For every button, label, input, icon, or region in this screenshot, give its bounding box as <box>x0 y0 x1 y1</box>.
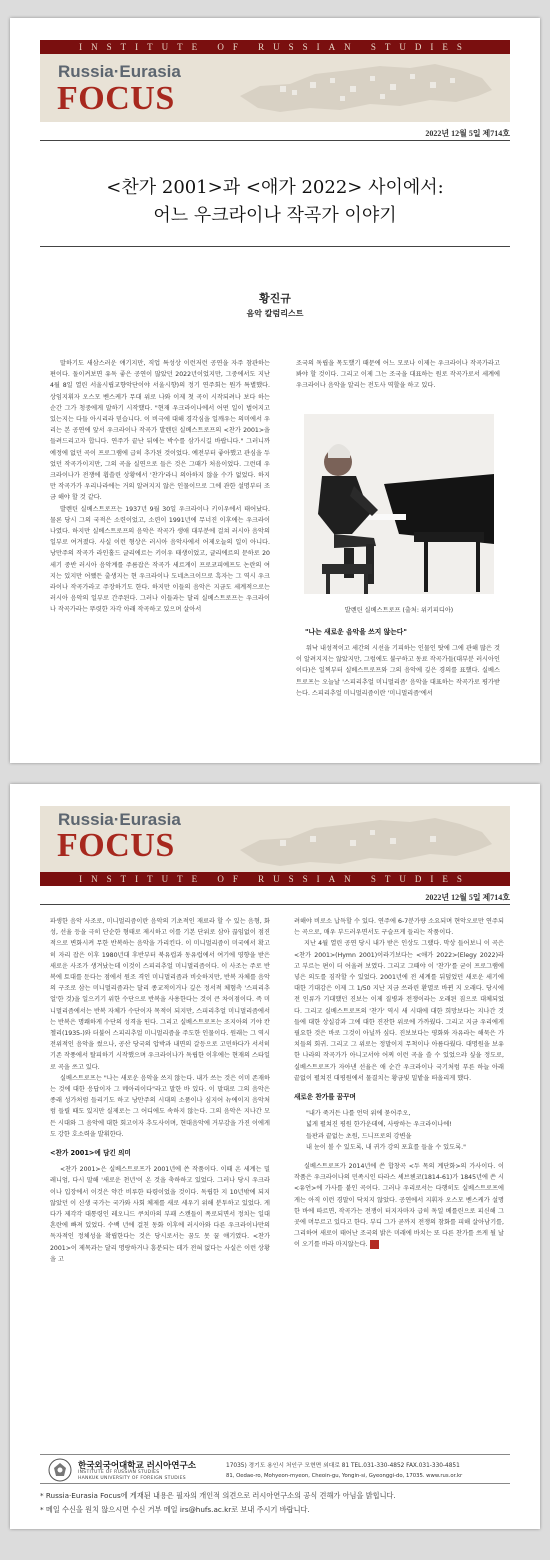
poem-line: 내 눈이 볼 수 있도록, 내 귀가 강의 포효를 들을 수 있도록." <box>306 1143 466 1151</box>
section-heading: "나는 새로운 음악을 쓰지 않는다" <box>305 628 407 636</box>
article-title-line-2: 어느 우크라이나 작곡가 이야기 <box>153 205 397 226</box>
paragraph: <찬가 2001>은 실베스트로프가 2001년에 쓴 작품이다. 이때 온 세계는 밀레니엄, 다시 말해 '새로운 천년'이 온 것을 축하하고 있었다. 그러나 당시 우크라이나 입장에서 이것은 약간 비루한 타령이었을 것이다. 독립한 지 10년밖에 되지 않았던 이 신생 국가는 국가와 사회 체제를 새로 세우기 위해 분투하고 있었다. 게다가 제각각 대통령인 레오니드 쿠치마의 부패 스캔들이 폭로되면서 정치는 일대 혼란에 빠져 있었다. 수백 년에 걸친 동화 이후에 러시아와 다른 우크라이나만의 독자적인 정체성을 확립한다는 것은 당시로서는 꿈도 못 꿀 얘기였다. <찬가 2001>이 제목과는 달리 명랑하거나 흥분되는 데가 전혀 없다는 사실은 이런 상황을 고 <box>50 1166 270 1263</box>
end-mark-icon: R <box>370 1240 379 1249</box>
issue-date: 2022년 12월 5일 제714호 <box>425 129 510 138</box>
russia-map-icon <box>220 56 500 120</box>
paragraph-text: 실베스트로프가 2014년에 쓴 합창곡 <두 목의 계단화>의 가사이다. 이 작품은 우크라이나의 민족시인 타라스 셰브첸코(1814-61)가 1845년에 쓴 시 <유언>에 가사를 붙인 곡이다. 그러나 우리로서는 다행히도 실베스트로프에게는 아직 이런 경말이 닥치지 않았다. 공연에서 지휘자 오스모 벤스케가 설명한 바에 따르면, 작곡가는 전쟁이 터지자마자 급히 독일 베를린으로 피신해 그곳에 머무르고 있다고 한다. 부디 그가 곧까지 전쟁의 참화를 피해 살아남기를, 그리하여 새로이 태어난 조국의 밝은 미래에 바치는 또 다른 찬가를 쓰게 될 날이 오기를 바라 마지않는다. <box>294 1163 504 1249</box>
photo-caption: 발렌틴 실베스트로프 (출처: 위키피디아) <box>344 607 454 614</box>
institute-bar: INSTITUTE OF RUSSIAN STUDIES <box>40 40 510 54</box>
unsubscribe-note: * 메일 수신을 원치 않으시면 수신 거부 메일 irs@hufs.ac.kr로 보내 주시기 바랍니다. <box>40 1505 310 1514</box>
poem-line: "내가 죽거든 나를 언덕 위에 묻어주오, <box>306 1110 411 1118</box>
author-name: 황진규 <box>259 292 291 305</box>
institute-name: 한국외국어대학교 러시아연구소 <box>78 1461 196 1471</box>
brand-name-focus: FOCUS <box>57 80 175 117</box>
section-heading: <찬가 2001>에 담긴 의미 <box>50 1149 131 1158</box>
divider <box>40 246 510 247</box>
body-column-right <box>294 916 504 1251</box>
poem-line: 들판과 끝없는 초원, 드니프로의 강변을 <box>306 1132 412 1140</box>
body-column-left <box>50 916 270 1265</box>
address-english: 81, Oedae-ro, Mohyeon-myeon, Cheoin-gu, Yongin-si, Gyeonggi-do, 17035. www.rus.or.kr <box>226 1473 463 1479</box>
paragraph: 파생한 음악 사조로, 미니멀리즘이란 음악의 기초적인 재료라 할 수 있는 음형, 화성, 선율 등을 극히 단순한 형태로 제시하고 이를 기본 단위로 삼아 끊임없이 점진적으로 변화시켜 무한 반복하는 음악을 가리킨다. 이 미니멀리즘이 미국에서 확고히 자리 잡은 이후 1980년대 후반부터 북유럽과 동유럽에서 여기에 영향을 받은 새로운 사조가 생겨났는데 이것이 스피리추얼 미니멀리즘이다. 이 사조는 주로 반복에 토대를 둔다는 점에서 원조 격인 미니멀리즘과 비슷하지만, 반복 자체를 음악의 구조로 삼는 미니멀리즘과는 달리 종교적이거나 깊은 정서적 체험측 '스피리추얼'한 것)을 일으키기 위한 수단으로 반복을 사용한다는 것이 큰 차이점이다. 즉 미니멀리즘에서는 반복 자체가 수단이자 목적이 되지만, 스피리추얼 미니멀리즘에서는 반복은 명쾌하게 수단의 성격을 띤다. 그리고 실베스트로프는 조지아의 기야 칸첼리(1935-)와 더불어 스피리추얼 미니멀리즘을 주도한 인물이다. 원래는 그 역시 전위적인 음악을 썼으나, 공산 당국의 압박과 내면의 갈등으로 고민하다가 서서히 기존 작풍에서 탈피하기 시작했으며 우크라이나가 독립한 이후에는 현재의 스타일로 곡을 쓰고 있다. <box>50 918 270 1071</box>
paragraph: 조국의 독립을 목도했기 때문에 어느 모로나 이제는 우크라이나 작곡가라고 봐야 할 것이다. 그리고 이제 그는 조국을 대표하는 원로 작곡가로서 세계에 우크라이나 음악을 알리는 전도사 역할을 하고 있다. <box>296 360 500 390</box>
divider <box>40 140 510 141</box>
document-page-2 <box>10 784 540 1529</box>
university-name-en: HANKUK UNIVERSITY OF FOREIGN STUDIES <box>78 1476 186 1481</box>
institute-name-en: INSTITUTE OF RUSSIAN STUDIES <box>78 1470 160 1475</box>
brand-name-focus: FOCUS <box>57 827 175 864</box>
brand-name-small: Russia·Eurasia <box>58 62 181 81</box>
issue-date: 2022년 12월 5일 제714호 <box>425 893 510 902</box>
document-page-1 <box>10 18 540 763</box>
institute-logo-icon <box>48 1458 72 1482</box>
section-heading: 새로운 찬가를 꿈꾸며 <box>294 1093 356 1102</box>
paragraph: 실베스트로프는 "나는 새로운 음악을 쓰지 않는다. 내가 쓰는 것은 이미 존재하는 것에 대한 응답이자 그 메아리이다"라고 말한 바 있다. 이 말대로 그의 음악은 종래 성가처럼 들리기도 하고 낭만주의 시대의 소품이나 심지어 뉴에이지 음악처럼 들릴 때도 있지만 실제로는 그 어디에도 속하지 않는다. 그의 음악은 지나간 모든 시대와 그 음악에 대한 회고이자 추도사이며, 현대음악에 거부감을 가진 이에게도 강한 호소력을 발휘한다. <box>50 1074 270 1138</box>
body-column-left <box>50 358 270 616</box>
paragraph <box>294 1161 504 1251</box>
footer <box>40 1454 510 1484</box>
poem-line: 넓게 펼쳐진 평원 한가운데에, 사랑하는 우크라이나에! <box>306 1121 452 1129</box>
article-title-line-1: <찬가 2001>과 <애가 2022> 사이에서: <box>106 177 444 198</box>
poem-quote <box>294 1108 504 1153</box>
disclaimer-note: * Russia·Eurasia Focus에 게재된 내용은 필자의 개인적 의견으로 러시아연구소의 공식 견해가 아님을 밝힙니다. <box>40 1491 396 1500</box>
paragraph: 발렌틴 실베스트로프는 1937년 9월 30일 우크라이나 키이우에서 태어났다. 물론 당시 그의 국적은 소련이었고, 소련이 1991년에 무너진 이후에는 우크라이나였다. 하지만 실베스트로프의 음악은 작곡가 생애 대부분에 걸쳐 러시아 음악의 일부로 여겨졌다. 사실 이런 형상은 러시아 음악사에서 어제오늘의 일이 아니다. 낭만주의 작곡가 라인홀드 글리에르는 키이우 태생이었고, 글리에르의 문하로 20세기 중반 러시아 음악계를 주름잡은 작곡가 세르게이 프로코피예프도 논란의 여지는 있지만 어쨌든 출생지는 현 우크라이나 도네츠크이므로 흑자는 그 역시 우크라이나 작곡가라고 주장하기도 한다. 하지만 이들의 음악은 지금도 세계적으로는 러시아 음악의 일부로 간주된다. 그러나 이들과는 달리 실베스트로프는 우크라이나 작곡가라는 뚜렷한 자각 아래 작곡하고 있으며 살아서 <box>50 505 270 614</box>
brand-name-small: Russia·Eurasia <box>58 810 181 829</box>
paragraph: 워낙 내성적이고 세간의 시선을 기피하는 인물인 탓에 그에 관해 많은 것이 알려지지는 않았지만, 그럼에도 불구하고 동료 작곡가들(대부분 러시아인이다)은 일찍부터 실베스트로프와 그의 음악에 깊은 경의를 표했다. 실베스트로프는 오늘날 '스피리추얼 미니멀리즘' 음악을 대표하는 작곡가로 평가받는다. 스피리추얼 미니멀리즘이란 '미니멀리즘'에서 <box>296 645 500 697</box>
body-column-right-lower <box>296 643 500 699</box>
address-korean: 17035) 경기도 용인시 처인구 모현면 외대로 81 TEL.031-330-4852 FAX.031-330-4851 <box>226 1463 460 1469</box>
paragraph: 말하기도 새삼스러운 얘기지만, 직업 특성상 이런저런 공연을 자주 참관하는 편이다. 돌이켜보면 유독 좋은 공연이 많았던 2022년이었지만, 그중에서도 지난 4월 8일 열린 서울시립교향악단이야 서울시향)의 정기 연주회는 뭔가 특별했다. 상임지휘자 오스모 벤스케가 무대 위로 나와 이제 첫 곡이 시작되려나 보다 하는 순간 그가 청중에게 말하기 시작했다. "현재 우크라이나에서 어떤 일이 벌어지고 있는지는 다들 아시리라 믿습니다. 이 비극에 대해 경각심을 일깨우는 의미에서 우리는 본 공연에 앞서 우크라이나 작곡가 발렌틴 실베스트로프의 <찬가 2001>을 들려드리고자 합니다. 연주가 끝난 뒤에는 박수를 삼가시길 바랍니다." 그러니까 예정에 없던 곡이 프로그램에 급히 추가된 것이었다. 예전부터 좋아했고 관심을 두었던 작곡가이지만, 그의 곡을 실연으로 들은 것은 그때가 처음이었다. 그런데 우크라이나가 전쟁에 휩쓸린 상황에서 '찬가'라니 의아하지 않을 수가 없었다. 하지만 작곡가가 우리나라에는 거의 알려지지 않은 인물이므로 그에 관한 설명부터 조금 해야 할 것 같다. <box>50 360 270 502</box>
paragraph: 려해야 비로소 납득할 수 있다. 연주에 6-7분가량 소요되며 현악오로만 연주되는 곡으로, 매우 부드러우면서도 구슬프게 들리는 작품이다. <box>294 918 504 937</box>
paragraph: 지난 4월 열린 공연 당시 내가 받은 인상도 그랬다. 막상 들어보니 이 곡은 <찬가 2001>(Hymn 2001)이라기보다는 <애가 2022>(Elegy 2022)라고 부르는 편이 더 어울려 보였다. 그리고 그때야 이 '찬가'를 굳이 프로그램에 넣은 의도를 짐작할 수 있었다. 2001년에 전 세계를 뒤덮었던 새로운 세기에 대한 기대감은 이제 그 1/50 지난 지금 쓰라린 환멸로 바뀐 지 오래다. 당시에 전 인류가 기대했던 진보는 이제 질병과 전쟁이라는 오래된 짐으로 대체되었다. 그리고 실베스트로프의 '찬가' 역시 새 시대에 대한 희망보다는 지나간 것들에 대한 상실감과 그에 대한 진잔한 위로에 가까웠다. 그리고 지금 우리에게 필요한 것은 바로 그것이 아닐까 싶다. 진보보다는 평화와 자유라는 해묵은 가치들의 회귀. 그리고 그 위로는 정말이지 무척이나 아름다웠다. 대명원을 보유한 나라의 작곡가가 아니고서야 어찌 이런 곡을 쓸 수 있었으랴 싶을 정도로, 실베스트로프가 자아낸 선율은 애 순간 우크라이나 국기처럼 푸른 하늘 아래 끝없이 펼쳐진 대평원에서 물결치는 황금빛 밀밭을 떠올리게 했다. <box>294 940 504 1082</box>
divider <box>40 904 510 905</box>
focus-banner <box>40 806 510 886</box>
body-column-right <box>296 358 500 392</box>
pianist-image <box>304 414 494 594</box>
composer-photo <box>304 414 494 594</box>
institute-bar: INSTITUTE OF RUSSIAN STUDIES <box>40 872 510 886</box>
russia-map-icon <box>220 812 500 872</box>
author-role: 음악 칼럼리스트 <box>246 309 304 318</box>
focus-banner <box>40 40 510 122</box>
